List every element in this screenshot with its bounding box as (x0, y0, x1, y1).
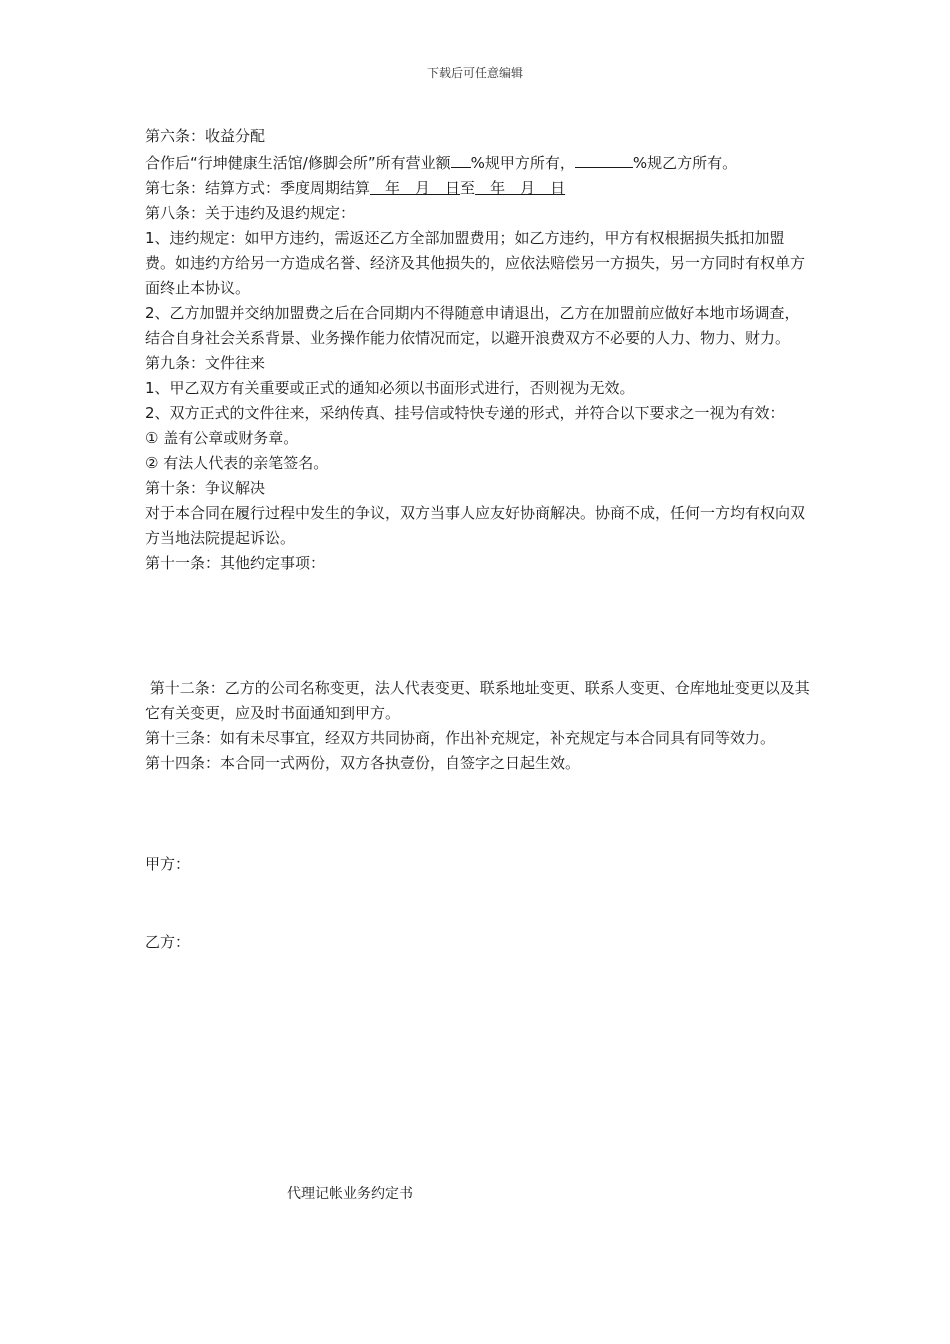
start-date-text: 年 月 日 (385, 179, 461, 197)
next-document-title: 代理记帐业务约定书 (287, 1186, 413, 1202)
article-6-text-1: 合作后“行坤健康生活馆/修脚会所”所有营业额 (145, 154, 451, 172)
article-6-title: 第六条：收益分配 (145, 127, 266, 145)
article-11-title: 第十一条：其他约定事项： (145, 554, 326, 572)
article-8-para-2: 2、乙方加盟并交纳加盟费之后在合同期内不得随意申请退出，乙方在加盟前应做好本地市场调查，结合自身社会关系背景、业务操作能力依情况而定，以避开浪费双方不必要的人力、物力、财力。 (145, 304, 800, 347)
contract-body (145, 124, 810, 955)
article-10-title: 第十条：争议解决 (145, 479, 266, 497)
party-a-signature-label: 甲方： (145, 855, 191, 873)
article-9-para-1: 1、甲乙双方有关重要或正式的通知必须以书面形式进行，否则视为无效。 (145, 379, 635, 397)
blank-space (145, 776, 810, 852)
article-6-text-2: %规甲方所有， (470, 154, 575, 172)
article-8-para-1: 1、违约规定：如甲方违约，需返还乙方全部加盟费用；如乙方违约，甲方有权根据损失抵扣加盟费。如违约方给另一方造成名誉、经济及其他损失的，应依法赔偿另一方损失，另一方同时有权单方面终止本协议。 (145, 229, 806, 297)
article-7-prefix: 第七条：结算方式：季度周期结算 (145, 179, 371, 197)
article-6-line (145, 149, 810, 176)
end-date-text: 年 月 日 (490, 179, 566, 197)
blank-space (145, 576, 810, 676)
blank-space (145, 877, 810, 930)
article-7-start-date (370, 179, 460, 197)
article-12: 第十二条：乙方的公司名称变更，法人代表变更、联系地址变更、联系人变更、仓库地址变更以及其它有关变更，应及时书面通知到甲方。 (145, 679, 810, 722)
article-6-text-3: %规乙方所有。 (632, 154, 738, 172)
article-9-para-2: 2、双方正式的文件往来，采纳传真、挂号信或特快专递的形式，并符合以下要求之一视为有效： (145, 404, 785, 422)
blank-party-a-percent (451, 149, 471, 168)
article-7-line (145, 176, 810, 201)
article-9-item-2: ② 有法人代表的亲笔签名。 (145, 454, 329, 472)
article-14: 第十四条：本合同一式两份，双方各执壹份，自签字之日起生效。 (145, 754, 581, 772)
article-7-mid: 至 (460, 179, 476, 197)
article-10-para-1: 对于本合同在履行过程中发生的争议，双方当事人应友好协商解决。协商不成，任何一方均有权向双方当地法院提起诉讼。 (145, 504, 806, 547)
article-7-end-date (475, 179, 565, 197)
article-9-title: 第九条：文件往来 (145, 354, 266, 372)
article-9-item-1: ① 盖有公章或财务章。 (145, 429, 299, 447)
page-header: 下载后可任意编辑 (426, 66, 523, 80)
party-b-signature-label: 乙方： (145, 933, 191, 951)
article-8-title: 第八条：关于违约及退约规定： (145, 204, 356, 222)
article-13: 第十三条：如有未尽事宜，经双方共同协商，作出补充规定，补充规定与本合同具有同等效力。 (145, 729, 776, 747)
blank-party-b-percent (575, 149, 633, 168)
